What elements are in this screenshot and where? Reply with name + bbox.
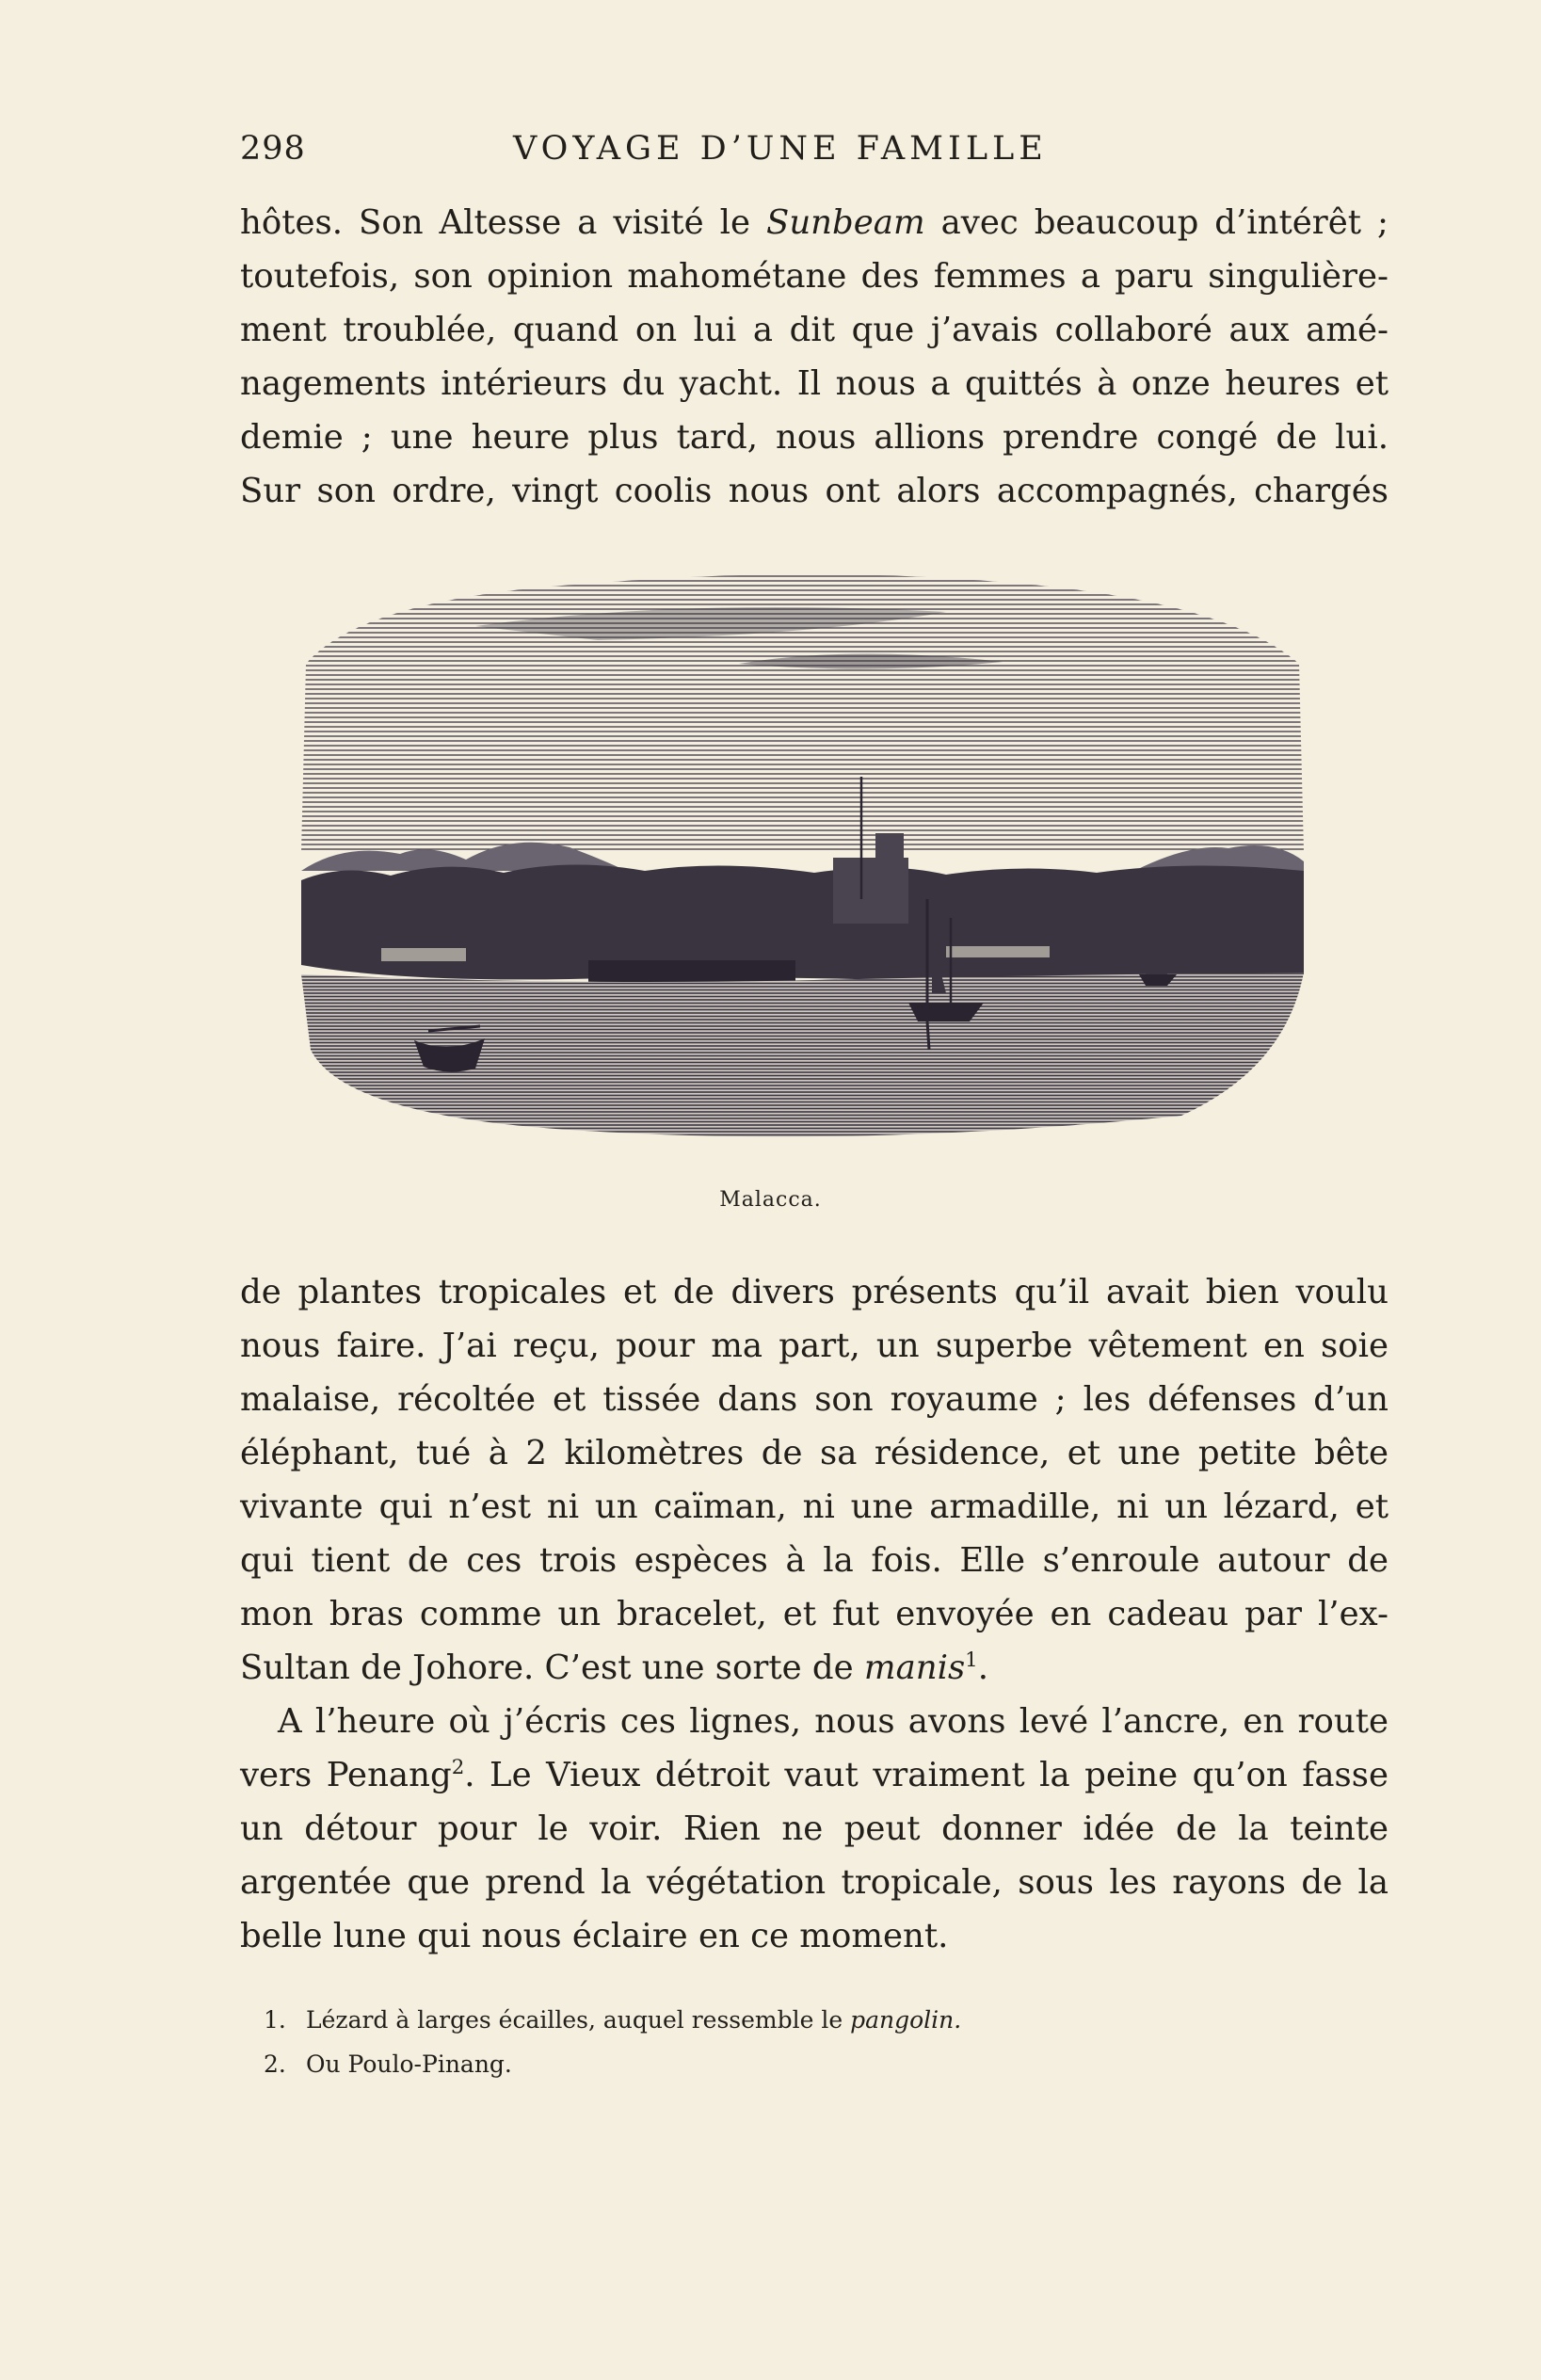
text-line: de plantes tropicales et de divers présents qu’il avait bien voulu: [240, 1273, 1389, 1311]
text-line: demie ; une heure plus tard, nous allions prendre congé de lui.: [240, 418, 1389, 457]
text-line: qui tient de ces trois espèces à la fois. Elle s’enroule autour de: [240, 1541, 1389, 1580]
page-header: [240, 124, 1389, 175]
text-line: Sur son ordre, vingt coolis nous ont alors accompagnés, chargés: [240, 472, 1389, 510]
text-line: toutefois, son opinion mahométane des femmes a paru singulière-: [240, 257, 1389, 296]
footnote-ref: 1: [965, 1648, 978, 1673]
text-line: vers Penang$^2$. Le Vieux détroit vaut vraiment la peine qu’on fasse: [240, 1756, 1389, 1794]
footnote-2: 2. Ou Poulo-Pinang.: [264, 2050, 512, 2078]
text-line: nagements intérieurs du yacht. Il nous a quittés à onze heures et: [240, 364, 1389, 403]
footnote-1: 1. Lézard à larges écailles, auquel ressemble le pangolin.: [264, 2006, 962, 2034]
text-line: vivante qui n’est ni un caïman, ni une armadille, ni un lézard, et: [240, 1488, 1389, 1526]
running-title: VOYAGE D’UNE FAMILLE: [513, 130, 1048, 168]
text-line: ment troublée, quand on lui a dit que j’avais collaboré aux amé-: [240, 311, 1389, 349]
text-block-top: [240, 196, 1389, 518]
text-line: A l’heure où j’écris ces lignes, nous avons levé l’ancre, en route: [278, 1702, 1389, 1741]
text-line: Sultan de Johore. C’est une sorte de manis$^1$.: [240, 1648, 989, 1687]
text-line: malaise, récoltée et tissée dans son royaume ; les défenses d’un: [240, 1380, 1389, 1419]
text-line: un détour pour le voir. Rien ne peut donner idée de la teinte: [240, 1809, 1389, 1848]
species-name: manis: [863, 1648, 966, 1687]
illustration-caption: Malacca.: [719, 1188, 822, 1212]
text-line: mon bras comme un bracelet, et fut envoyée en cadeau par l’ex-: [240, 1595, 1389, 1633]
text-line: hôtes. Son Altesse a visité le Sunbeam avec beaucoup d’intérêt ;: [240, 203, 1389, 242]
text-block-bottom: [240, 1265, 1389, 1963]
text-line: nous faire. J’ai reçu, pour ma part, un superbe vêtement en soie: [240, 1327, 1389, 1365]
text-line: argentée que prend la végétation tropicale, sous les rayons de la: [240, 1863, 1389, 1902]
text-line: belle lune qui nous éclaire en ce moment.: [240, 1917, 949, 1955]
text-line: éléphant, tué à 2 kilomètres de sa résidence, et une petite bête: [240, 1434, 1389, 1472]
footnote-ref: 2: [451, 1756, 465, 1780]
footnotes: [264, 1998, 1299, 2086]
sky: [301, 574, 1304, 852]
ship-name: Sunbeam: [766, 203, 925, 242]
page-number: 298: [240, 130, 306, 168]
malacca-engraving: [287, 560, 1313, 1149]
